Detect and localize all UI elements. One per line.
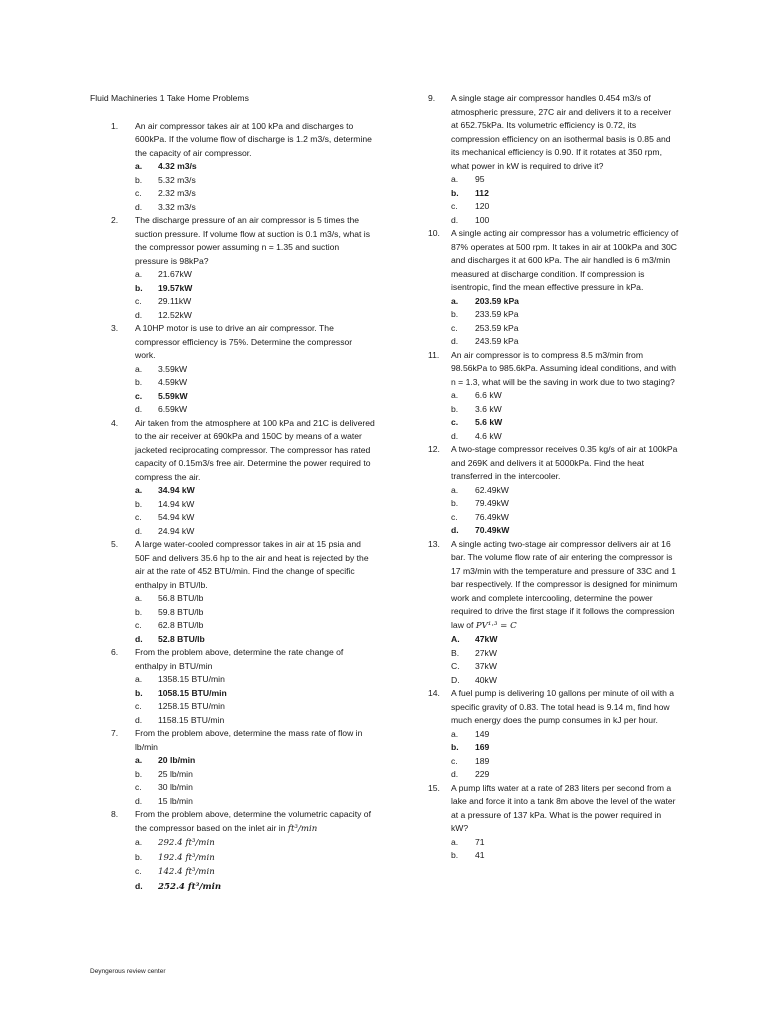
answer-choice [428, 836, 680, 850]
option-text: 120 [475, 201, 490, 211]
option-text: 12.52kW [158, 309, 192, 320]
option-text: 4.32 m3/s [158, 161, 197, 171]
question-number: 12. [428, 444, 440, 454]
option-label: c. [135, 866, 142, 876]
answer-choice [428, 497, 680, 511]
option-text: 54.94 kW [158, 512, 195, 522]
question-text [428, 92, 680, 173]
answer-choice [90, 714, 375, 728]
answer-choice [428, 335, 680, 349]
answer-choice [90, 836, 375, 851]
option-text: 169 [475, 742, 490, 752]
question-number: 3. [111, 323, 119, 333]
question-number: 9. [428, 93, 436, 103]
option-label: a. [135, 269, 143, 279]
option-label: a. [135, 755, 143, 765]
option-label: A. [451, 634, 460, 644]
option-text: 30 lb/min [158, 782, 193, 792]
answer-option [90, 282, 375, 296]
answer-choice [90, 525, 375, 539]
question-text [428, 349, 680, 390]
answer-option [428, 524, 680, 538]
answer-choice [90, 309, 375, 323]
answer-choice [90, 673, 375, 687]
answer-choice [90, 187, 375, 201]
option-label: b. [451, 850, 459, 860]
question-block [428, 443, 680, 538]
option-text: 41 [475, 850, 485, 860]
answer-choice [428, 647, 680, 661]
option-text: 253.59 kPa [475, 322, 519, 333]
answer-choice [90, 174, 375, 188]
option-label: d. [135, 404, 143, 414]
question-number: 10. [428, 228, 440, 238]
option-text: 29.11kW [158, 296, 192, 306]
question-text [90, 214, 375, 268]
option-label: c. [451, 322, 458, 333]
option-text: 100 [475, 214, 490, 225]
question-text [90, 808, 375, 836]
option-label: B. [451, 647, 460, 658]
question-block [90, 417, 375, 539]
question-formula: PV¹·³ = C [475, 620, 517, 631]
answer-option [90, 484, 375, 498]
answer-choice [90, 768, 375, 782]
option-text: 95 [475, 174, 485, 184]
question-number: 13. [428, 538, 440, 549]
option-text: 52.8 BTU/lb [158, 633, 205, 644]
option-text: 203.59 kPa [475, 295, 519, 306]
option-text: 192.4 ft³/min [158, 852, 215, 863]
answer-option [90, 754, 375, 768]
answer-choice [90, 498, 375, 512]
answer-choice [428, 389, 680, 403]
option-text: 149 [475, 728, 490, 739]
option-text: 79.49kW [475, 498, 509, 508]
right-column [428, 92, 680, 863]
question-block [90, 727, 375, 808]
option-label: a. [451, 728, 459, 739]
option-label: c. [451, 755, 458, 766]
question-body: A 10HP motor is use to drive an air compressor. The compressor efficiency is 75%. Determine the compressor work. [135, 323, 353, 360]
option-label: d. [135, 201, 143, 212]
question-block [428, 538, 680, 688]
option-label: c. [451, 201, 458, 211]
option-label: c. [135, 296, 142, 306]
answer-choice [90, 376, 375, 390]
option-label: a. [135, 837, 143, 847]
option-text: 189 [475, 755, 490, 766]
option-label: b. [451, 187, 459, 198]
answer-choice [90, 403, 375, 417]
option-text: 4.6 kW [475, 430, 502, 441]
question-block [428, 782, 680, 863]
option-label: d. [135, 309, 143, 320]
question-text [90, 322, 375, 363]
option-label: b. [135, 687, 143, 698]
question-text [90, 727, 375, 754]
option-text: 1258.15 BTU/min [158, 701, 225, 711]
option-text: 40kW [475, 674, 497, 685]
answer-option [428, 295, 680, 309]
footer-text: Deyngerous review center [90, 968, 166, 975]
option-label: c. [135, 782, 142, 792]
question-text [90, 120, 375, 161]
option-text: 71 [475, 836, 485, 847]
option-label: C. [451, 661, 460, 671]
option-text: 233.59 kPa [475, 309, 519, 319]
option-text: 47kW [475, 634, 498, 644]
answer-choice [428, 511, 680, 525]
option-text: 3.59kW [158, 363, 188, 374]
answer-choice [90, 795, 375, 809]
option-text: 14.94 kW [158, 498, 195, 509]
option-label: c. [135, 188, 142, 198]
option-text: 229 [475, 769, 490, 779]
question-block [90, 538, 375, 646]
answer-choice [428, 430, 680, 444]
question-number: 15. [428, 782, 440, 793]
option-label: d. [135, 880, 143, 891]
question-body: A pump lifts water at a rate of 283 liters per second from a lake and force it into a tank 8m above the level of the water at a pressure of 137 kPa. What is the power required in kW? [451, 782, 676, 833]
question-block [428, 687, 680, 782]
question-number: 11. [428, 349, 440, 360]
option-label: d. [135, 714, 143, 725]
option-label: d. [135, 795, 143, 806]
answer-choice [90, 619, 375, 633]
question-body: A single stage air compressor handles 0.454 m3/s of atmospheric pressure, 27C air and delivers it to a receiver at 652.75kPa. Its volumetric efficiency is 0.72, its compression efficiency on an isothermal basis is 0.85 and its mechanical efficiency is 0.90. If it rotates at 350 rpm, what power in kW is required to drive it? [451, 93, 672, 171]
answer-choice [428, 308, 680, 322]
option-label: a. [135, 161, 143, 171]
option-text: 6.59kW [158, 404, 188, 414]
option-label: b. [451, 498, 459, 508]
answer-choice [90, 511, 375, 525]
question-number: 7. [111, 728, 119, 738]
question-text [90, 646, 375, 673]
question-text [90, 417, 375, 485]
question-number: 8. [111, 809, 119, 819]
answer-choice [428, 200, 680, 214]
option-label: c. [135, 620, 142, 630]
option-text: 1358.15 BTU/min [158, 674, 225, 684]
option-text: 24.94 kW [158, 525, 195, 536]
question-block [90, 322, 375, 417]
answer-choice [428, 173, 680, 187]
option-label: c. [135, 390, 143, 401]
option-label: b. [135, 606, 143, 617]
option-label: a. [135, 593, 143, 603]
question-block [90, 214, 375, 322]
question-number: 2. [111, 215, 119, 225]
answer-choice [428, 755, 680, 769]
option-text: 15 lb/min [158, 795, 193, 806]
answer-option [428, 416, 680, 430]
option-label: c. [451, 511, 458, 522]
question-body: From the problem above, determine the volumetric capacity of the compressor based on the inlet air in [135, 809, 371, 833]
option-text: 252.4 ft³/min [158, 881, 222, 892]
answer-choice [428, 660, 680, 674]
option-label: a. [451, 174, 459, 184]
question-body: The discharge pressure of an air compressor is 5 times the suction pressure. If volume flow at suction is 0.1 m3/s, what is the compressor power assuming n = 1.35 and suction pressure is 98kPa? [135, 215, 370, 266]
question-body: A fuel pump is delivering 10 gallons per minute of oil with a specific gravity of 0.83. The total head is 9.14 m, find how much energy does the pump consumes in kJ per hour. [451, 688, 675, 725]
question-text [428, 443, 680, 484]
option-label: b. [135, 377, 143, 387]
option-label: D. [451, 674, 460, 685]
question-body: From the problem above, determine the mass rate of flow in lb/min [135, 728, 363, 752]
question-number: 1. [111, 120, 119, 131]
answer-choice [90, 363, 375, 377]
option-text: 34.94 kW [158, 485, 195, 495]
question-block [428, 92, 680, 227]
option-label: b. [135, 851, 143, 862]
answer-option [428, 633, 680, 647]
option-label: c. [451, 417, 459, 427]
question-text [90, 538, 375, 592]
question-block [90, 120, 375, 215]
option-text: 19.57kW [158, 282, 193, 293]
question-block [428, 349, 680, 444]
option-text: 6.6 kW [475, 390, 502, 400]
question-text [428, 687, 680, 728]
option-label: b. [135, 498, 143, 509]
option-label: b. [451, 309, 459, 319]
question-body: A two-stage compressor receives 0.35 kg/s of air at 100kPa and 269K and delivers it at 5000kPa. Find the heat transferred in the intercooler. [451, 444, 678, 481]
answer-choice [428, 484, 680, 498]
option-text: 3.32 m3/s [158, 201, 196, 212]
answer-choice [90, 700, 375, 714]
option-label: b. [451, 403, 459, 414]
option-text: 5.6 kW [475, 417, 503, 427]
question-list-left [90, 120, 375, 895]
option-label: a. [451, 295, 459, 306]
answer-choice [428, 403, 680, 417]
question-body: A single acting two-stage air compressor delivers air at 16 bar. The volume flow rate of air entering the compressor is 17 m3/min with the temperature and pressure of 33C and 1 bar respectively. If the compressor is designed for minimum work and complete intercooling, determine the power required to drive the first stage if it follows the compression law of [451, 538, 678, 630]
option-label: a. [451, 836, 459, 847]
answer-option [90, 633, 375, 647]
answer-choice [90, 201, 375, 215]
option-text: 5.32 m3/s [158, 174, 196, 185]
option-label: a. [135, 674, 143, 684]
option-text: 4.59kW [158, 377, 188, 387]
question-body: An air compressor takes air at 100 kPa and discharges to 600kPa. If the volume flow of discharge is 1.2 m3/s, determine the capacity of air compressor. [135, 120, 372, 158]
answer-choice [90, 851, 375, 866]
option-text: 1058.15 BTU/min [158, 687, 227, 698]
answer-choice [90, 781, 375, 795]
question-number: 6. [111, 647, 119, 657]
question-formula: ft³/min [287, 823, 318, 834]
left-column [90, 92, 375, 894]
question-number: 14. [428, 688, 440, 698]
option-label: a. [451, 484, 459, 495]
answer-choice [90, 606, 375, 620]
answer-option [90, 687, 375, 701]
question-block [90, 808, 375, 894]
question-number: 4. [111, 417, 119, 428]
option-text: 292.4 ft³/min [158, 838, 215, 848]
question-body: Air taken from the atmosphere at 100 kPa and 21C is delivered to the air receiver at 690kPa and 150C by means of a water jacketed reciprocating compressor. The compressor has rated capacity of 0.15m3/s free air. Determine the power required to compress the air. [135, 417, 375, 482]
answer-choice [90, 268, 375, 282]
question-text [428, 782, 680, 836]
option-label: d. [451, 525, 459, 535]
option-text: 27kW [475, 647, 497, 658]
question-body: A single acting air compressor has a volumetric efficiency of 87% operates at 500 rpm. It takes in air at 100kPa and 30C and discharges it at 600 kPa. The air handled is 6 m3/min measured at discharge condition. If compression is isentropic, find the mean effective pressure in kPa. [451, 228, 679, 292]
question-body: An air compressor is to compress 8.5 m3/min from 98.56kPa to 985.6kPa. Assuming ideal conditions, and with n = 1.3, what will be the saving in work due to two staging? [451, 349, 677, 387]
option-label: c. [135, 701, 142, 711]
question-number: 5. [111, 539, 119, 549]
question-block [90, 646, 375, 727]
option-label: d. [451, 430, 459, 441]
option-text: 142.4 ft³/min [158, 867, 215, 877]
answer-choice [428, 674, 680, 688]
question-body: From the problem above, determine the rate change of enthalpy in BTU/min [135, 647, 344, 671]
answer-choice [90, 865, 375, 880]
option-label: b. [135, 174, 143, 185]
option-label: d. [135, 525, 143, 536]
answer-option [90, 160, 375, 174]
question-text [428, 538, 680, 634]
option-text: 59.8 BTU/lb [158, 606, 204, 617]
option-label: d. [135, 633, 143, 644]
answer-option [428, 741, 680, 755]
option-label: b. [135, 768, 143, 779]
answer-choice [90, 592, 375, 606]
option-text: 20 lb/min [158, 755, 196, 765]
option-text: 1158.15 BTU/min [158, 714, 225, 725]
answer-option [90, 880, 375, 895]
answer-option [428, 187, 680, 201]
question-body: A large water-cooled compressor takes in air at 15 psia and 50F and delivers 35.6 hp to the air and heat is rejected by the air at the rate of 452 BTU/min. Find the change of specific enthalpy in BTU/lb. [135, 539, 369, 590]
option-text: 3.6 kW [475, 403, 502, 414]
option-text: 2.32 m3/s [158, 188, 196, 198]
answer-choice [428, 214, 680, 228]
option-text: 62.8 BTU/lb [158, 620, 204, 630]
answer-choice [428, 322, 680, 336]
option-label: c. [135, 512, 142, 522]
option-label: d. [451, 336, 459, 346]
option-label: d. [451, 769, 459, 779]
option-label: a. [451, 390, 459, 400]
question-block [428, 227, 680, 349]
option-label: a. [135, 363, 143, 374]
answer-choice [428, 768, 680, 782]
question-list-right [428, 92, 680, 863]
option-label: b. [451, 742, 459, 752]
option-text: 112 [475, 187, 489, 198]
option-text: 21.67kW [158, 269, 192, 279]
option-label: a. [135, 485, 143, 495]
option-text: 37kW [475, 661, 497, 671]
option-text: 70.49kW [475, 525, 510, 535]
option-text: 243.59 kPa [475, 336, 519, 346]
option-label: d. [451, 214, 459, 225]
option-text: 62.49kW [475, 484, 509, 495]
answer-choice [428, 849, 680, 863]
option-label: b. [135, 282, 143, 293]
question-text [428, 227, 680, 295]
option-text: 56.8 BTU/lb [158, 593, 204, 603]
answer-choice [90, 295, 375, 309]
option-text: 76.49kW [475, 511, 509, 522]
document-title: Fluid Machineries 1 Take Home Problems [90, 93, 249, 103]
answer-option [90, 390, 375, 404]
option-text: 5.59kW [158, 390, 188, 401]
option-text: 25 lb/min [158, 768, 193, 779]
answer-choice [428, 728, 680, 742]
